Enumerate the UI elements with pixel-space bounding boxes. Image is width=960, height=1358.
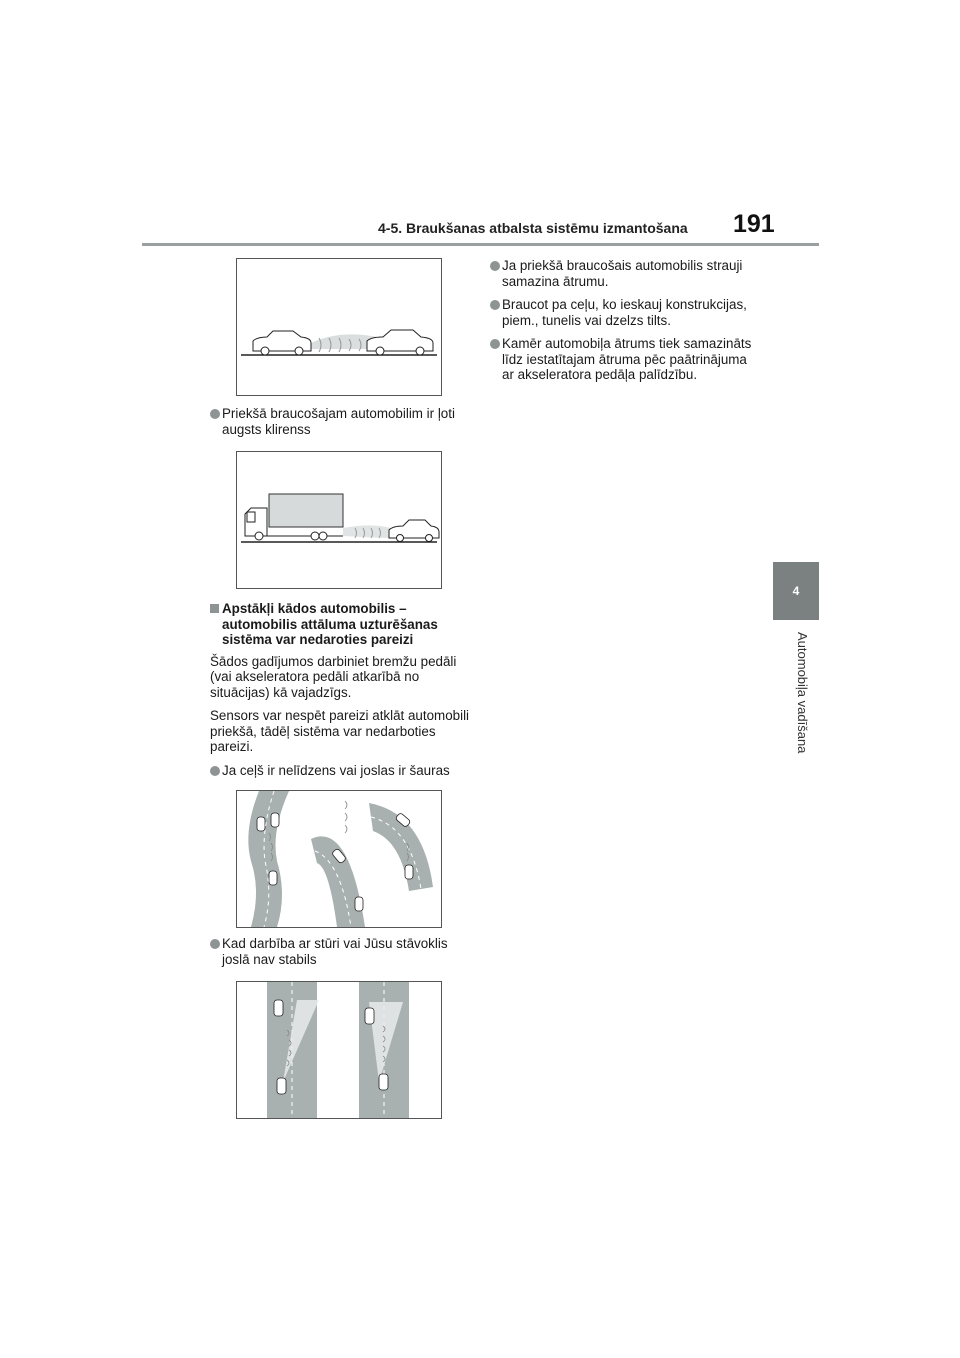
figure-lanes	[236, 981, 442, 1119]
bullet-text: Priekšā braucošajam automobilim ir ļoti augsts klirenss	[222, 406, 455, 437]
bullet-narrow-roads	[210, 763, 470, 779]
paragraph-brake: Šādos gadījumos darbiniet bremžu pedāli (vai akseleratora pedāli atkarībā no situācijas) kā vajadzīgs.	[210, 653, 457, 700]
header-divider	[142, 243, 819, 246]
bullet-text: Kad darbība ar stūri vai Jūsu stāvoklis joslā nav stabils	[222, 936, 448, 967]
bullet-text: Ja ceļš ir nelīdzens vai joslas ir šauras	[222, 762, 450, 778]
paragraph-sensor: Sensors var nespēt pareizi atklāt automobili priekšā, tādēļ sistēma var nedarboties pareizi.	[210, 708, 470, 754]
bullet-text: Braucot pa ceļu, ko ieskauj konstrukcijas, piem., tunelis vai dzelzs tilts.	[502, 297, 747, 328]
bullet-dot-icon	[490, 339, 500, 349]
car-rear	[253, 331, 311, 355]
bullet-text: Ja priekšā braucošais automobilis strauji samazina ātrumu.	[502, 258, 743, 289]
chapter-label: Automobiļa vadīšana	[795, 632, 810, 754]
left-column	[210, 258, 470, 1119]
bullet-speed-reduction	[490, 336, 760, 383]
bullet-dot-icon	[210, 939, 220, 949]
heading-square-icon	[210, 604, 219, 613]
car-front	[367, 330, 433, 355]
bullet-sudden-decel	[490, 258, 760, 289]
heading-text: Apstākļi kādos automobilis – automobilis attāluma uzturēšanas sistēma var nedaroties pareizi	[222, 601, 438, 647]
figure-car-following	[236, 258, 442, 396]
car-follower	[389, 520, 439, 542]
bullet-dot-icon	[210, 766, 220, 776]
chapter-tab: 4	[773, 562, 819, 620]
bullet-dot-icon	[490, 261, 500, 271]
page-number: 191	[733, 210, 775, 238]
bullet-dot-icon	[490, 300, 500, 310]
section-heading	[210, 601, 470, 648]
bullet-high-clearance	[210, 406, 470, 437]
bullet-text: Kamēr automobiļa ātrums tiek samazināts līdz iestatītajam ātruma pēc paātrinājuma ar akseleratora pedāļa palīdzību.	[502, 336, 752, 382]
figure-curvy-roads	[236, 790, 442, 928]
figure-truck	[236, 451, 442, 589]
bullet-dot-icon	[210, 409, 220, 419]
bullet-tunnel	[490, 297, 760, 328]
section-title: 4-5. Braukšanas atbalsta sistēmu izmantošana	[378, 220, 688, 236]
right-column	[490, 258, 760, 383]
bullet-unstable-steering	[210, 936, 470, 967]
